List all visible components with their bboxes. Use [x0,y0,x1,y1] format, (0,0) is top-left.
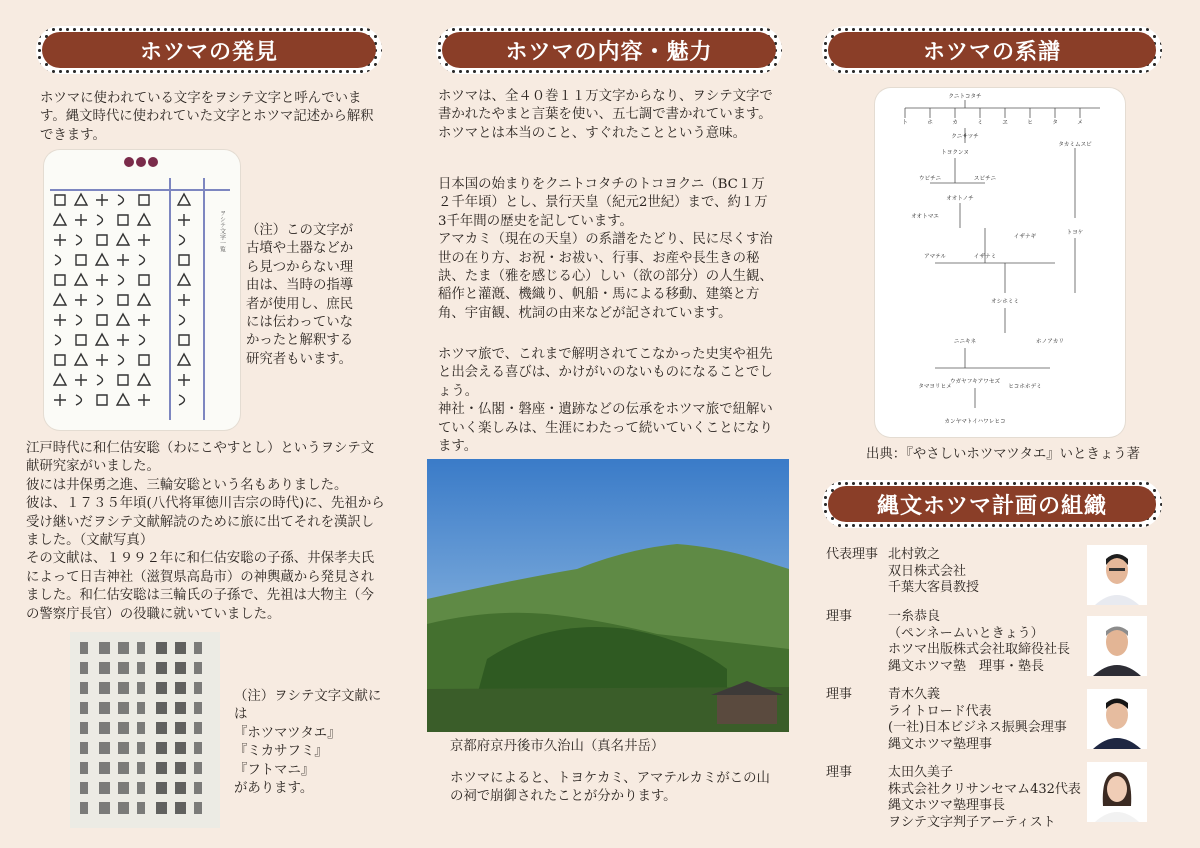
genealogy-name: スビチニ [973,176,997,182]
member-role: 理事 [826,687,853,702]
mountain-photo [427,459,789,732]
member-details: 太田久美子 株式会社クリサンセマム432代表 縄文ホツマ塾理事長 ヲシテ文字判子アーティスト [888,765,1081,830]
genealogy-name: オシホミミ [991,299,1019,305]
genealogy-name: ニニキネ [953,339,977,345]
photo-note: ホツマによると、トヨケカミ、アマテルカミがこの山の祠で崩御されたことが分かります。 [450,771,770,805]
genealogy-name: オオトマエ [911,214,939,220]
banner-content-title: ホツマの内容・魅力 [442,32,776,68]
member-role: 理事 [826,765,853,780]
member-portrait [1087,762,1147,822]
genealogy-name: カンヤマトイハワレヒコ [944,419,1006,425]
document-photo [70,632,220,828]
member-portrait [1087,689,1147,749]
genealogy-name: ヒ [1027,120,1033,126]
genealogy-name: アマテル [923,254,947,260]
member-details: 北村敦之 双日株式会社 千葉大客員教授 [888,547,980,595]
genealogy-source: 出典：『やさしいホツマツタエ』いときょう著 [866,447,1140,462]
genealogy-name: ミ [977,120,983,126]
banner-genealogy-title: ホツマの系譜 [828,32,1156,68]
banner-organization [822,480,1162,528]
genealogy-name: イザナミ [973,254,997,260]
genealogy-name: メ [1077,120,1083,126]
genealogy-name: ホノアカリ [1036,339,1064,345]
member-portrait [1087,616,1147,676]
genealogy-name: クニトコタチ [948,94,982,100]
woshite-character-chart [44,150,240,430]
genealogy-name: ホ [927,120,933,126]
photo-caption: 京都府京丹後市久治山（真名井岳） [450,739,665,754]
history-text: 江戸時代に和仁估安聡（わにこやすとし）というヲシテ文献研究家がいました。 彼には井保勇之進、三輪安聡という名もありました。 彼は、１７３５年頃(八代将軍徳川吉宗の時代)に、先祖から受け継いだヲシテ文献解読のために旅に出てそれを漢訳しました。（文献写真） その文献は、１９９２年に和仁估安聡の子孫、井保孝夫氏によって日吉神社（滋賀県高島市）の神輿蔵から発見されました。和仁估安聡は三輪氏の子孫で、先祖は大物主（今の警察庁長官）の役職に就いていました。 [26,441,385,622]
member-portrait [1087,545,1147,605]
banner-discovery [36,26,382,74]
content-paragraph-2: 日本国の始まりをクニトコタチのトコヨクニ（BC１万２千年頃）とし、景行天皇（紀元2世紀）まで、約１万3千年間の歴史を記しています。 アマカミ（現在の天皇）の系譜をたどり、民に尽くす治世の在り方、お祝・お祓い、行事、お産や長生きの秘訣、たま（雅を感じる心）しい（欲の部分）の人生観、稲作と灌漑、機織り、帆船・馬による移動、建築と方角、宇宙観、枕詞の由来などが記されています。 [438,177,773,321]
genealogy-name: オオトノチ [946,196,974,202]
member-role: 理事 [826,609,853,624]
genealogy-name: タカミムスビ [1058,142,1092,148]
genealogy-name: クニサツチ [951,134,979,140]
genealogy-name: カ [952,120,958,126]
member-details: 一糸恭良 （ペンネームいときょう） ホツマ出版株式会社取締役社長 縄文ホツマ塾 理事・塾長 [888,609,1071,674]
chart-note: （注）この文字が古墳や土器などから見つからない理由は、当時の指導者が使用し、庶民には伝わっていなかったと解釈する研究者もいます。 [246,223,354,367]
content-paragraph-1: ホツマは、全４０巻１１万文字からなり、ヲシテ文字で書かれたやまと言葉を使い、五七調で書かれています。ホツマとは本当のこと、すぐれたことという意味。 [438,89,773,141]
banner-organization-title: 縄文ホツマ計画の組織 [828,486,1156,522]
genealogy-name: ト [902,120,908,126]
genealogy-name: タ [1052,120,1058,126]
document-note: （注）ヲシテ文字文献には 『ホツマツタエ』 『ミカサフミ』 『フトマニ』 があります。 [234,689,382,797]
genealogy-name: ウガヤフキアワセズ [949,379,1001,385]
discovery-intro: ホツマに使われている文字をヲシテ文字と呼んでいます。縄文時代に使われていた文字とホツマ記述から解釈できます。 [40,91,374,143]
banner-genealogy [822,26,1162,74]
member-details: 青木久義 ライトロード代表 (一社)日本ビジネス振興会理事 縄文ホツマ塾理事 [888,687,1067,752]
banner-discovery-title: ホツマの発見 [42,32,376,68]
genealogy-name: トヨケ [1066,230,1084,236]
genealogy-name: ウビチニ [918,176,942,182]
genealogy-name: トヨクンヌ [941,150,969,156]
member-role: 代表理事 [826,547,879,562]
genealogy-name: ヱ [1002,120,1008,126]
genealogy-name: タマヨリヒメ [918,384,952,390]
banner-content [436,26,782,74]
genealogy-name: ヒコホホデミ [1008,384,1042,390]
genealogy-chart [875,88,1125,437]
svg-text:ヲシテ文字一覧: ヲシテ文字一覧 [218,210,226,252]
content-paragraph-3: ホツマ旅で、これまで解明されてこなかった史実や祖先と出会える喜びは、かけがいのないものになることでしょう。 神社・仏閣・磐座・遺跡などの伝承をホツマ旅で紐解いていく楽しみは、生涯にわたって続いていくことになります。 [438,347,773,455]
genealogy-name: イザナギ [1013,234,1037,240]
